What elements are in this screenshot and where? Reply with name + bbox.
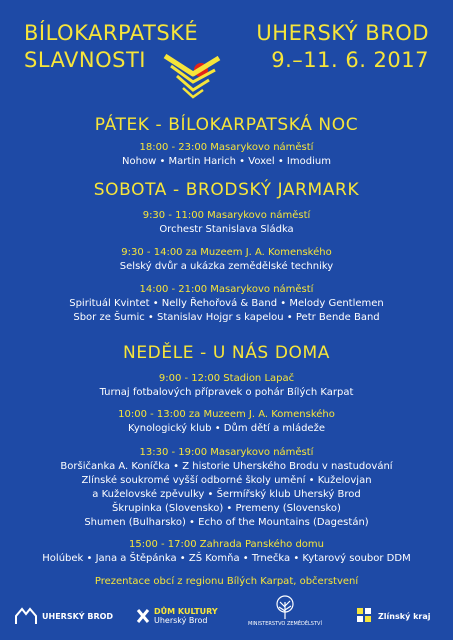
event-line: Nohow • Martin Harich • Voxel • Imodium xyxy=(122,156,331,167)
event-line: Orchestr Stanislava Sládka xyxy=(159,224,294,235)
festival-place: UHERSKÝ BROD xyxy=(256,21,429,45)
event-block xyxy=(0,372,453,400)
event-time: 9:30 - 14:00 za Muzeem J. A. Komenského xyxy=(121,247,332,258)
festival-title-line1: BÍLOKARPATSKÉ xyxy=(24,21,199,45)
festival-logo-icon xyxy=(163,52,223,102)
event-line: Sbor ze Šumic • Stanislav Hojgr s kapelou • Petr Bende Band xyxy=(73,312,380,323)
event-block xyxy=(0,446,453,530)
event-time: 18:00 - 23:00 Masarykovo náměstí xyxy=(139,142,314,153)
cross-x-icon xyxy=(136,608,150,624)
event-time: 10:00 - 13:00 za Muzeem J. A. Komenského xyxy=(118,409,335,420)
event-line: Kynologický klub • Dům dětí a mládeže xyxy=(128,423,325,434)
event-line: Holúbek • Jana a Štěpánka • ZŠ Komňa • Trnečka • Kytarový soubor DDM xyxy=(42,553,411,564)
logo-uhersky-brod-label: UHERSKÝ BROD xyxy=(42,611,114,621)
festival-date: 9.–11. 6. 2017 xyxy=(271,48,429,72)
event-block xyxy=(0,538,453,566)
event-time: 14:00 - 21:00 Masarykovo náměstí xyxy=(139,284,314,295)
festival-place-date xyxy=(256,20,429,74)
logo-ministerstvo xyxy=(248,594,322,632)
event-block xyxy=(0,408,453,436)
event-line: a Kuželovské zpěvulky • Šermířský klub Uherský Brod xyxy=(92,489,361,500)
event-line: Boršičanka A. Koníčka • Z historie Uherského Brodu v nastudování xyxy=(60,461,393,472)
event-block xyxy=(0,209,453,237)
event-line: Selský dvůr a ukázka zemědělské techniky xyxy=(119,261,334,272)
event-time: 9:00 - 12:00 Stadion Lapač xyxy=(158,373,295,384)
logo-dum-kultury-subtitle: Uherský Brod xyxy=(154,616,208,625)
event-block xyxy=(0,283,453,325)
town-house-icon xyxy=(14,606,38,626)
event-line: Zlínské soukromé vyšší odborné školy umění • Kuželovjan xyxy=(81,475,372,486)
event-block xyxy=(0,141,453,169)
logo-zlinsky-kraj xyxy=(356,598,430,634)
event-line: Spirituál Kvintet • Nelly Řehořová & Band • Melody Gentlemen xyxy=(69,298,384,309)
event-time: 9:30 - 11:00 Masarykovo náměstí xyxy=(142,210,311,221)
day-title-friday: PÁTEK - BÍLOKARPATSKÁ NOC xyxy=(94,115,359,135)
day-title-saturday: SOBOTA - BRODSKÝ JARMARK xyxy=(93,180,360,200)
event-line: Škrupinka (Slovensko) • Premeny (Slovensko) xyxy=(112,503,341,514)
event-line: Shumen (Bulharsko) • Echo of the Mountains (Dagestán) xyxy=(84,517,369,528)
footer-note: Prezentace obcí z regionu Bílých Karpat, občerstvení xyxy=(94,576,359,587)
event-block xyxy=(0,246,453,274)
logo-zlinsky-kraj-label: Zlínský kraj xyxy=(378,611,431,621)
tree-icon xyxy=(274,594,296,620)
event-time: 15:00 - 17:00 Zahrada Panského domu xyxy=(128,539,324,550)
event-time: 13:30 - 19:00 Masarykovo náměstí xyxy=(139,447,314,458)
logo-dum-kultury xyxy=(136,598,218,634)
festival-title-line2: SLAVNOSTI xyxy=(24,48,146,72)
logo-dum-kultury-title: DŮM KULTURY xyxy=(154,607,218,616)
day-title-sunday: NEDĚLE - U NÁS DOMA xyxy=(123,343,330,363)
logo-uhersky-brod xyxy=(14,598,113,634)
sponsor-logos xyxy=(0,598,453,638)
logo-ministerstvo-label: MINISTERSTVO ZEMĚDĚLSTVÍ xyxy=(248,621,322,627)
event-line: Turnaj fotbalových přípravek o pohár Bílých Karpat xyxy=(99,387,354,398)
region-squares-icon xyxy=(356,607,374,625)
